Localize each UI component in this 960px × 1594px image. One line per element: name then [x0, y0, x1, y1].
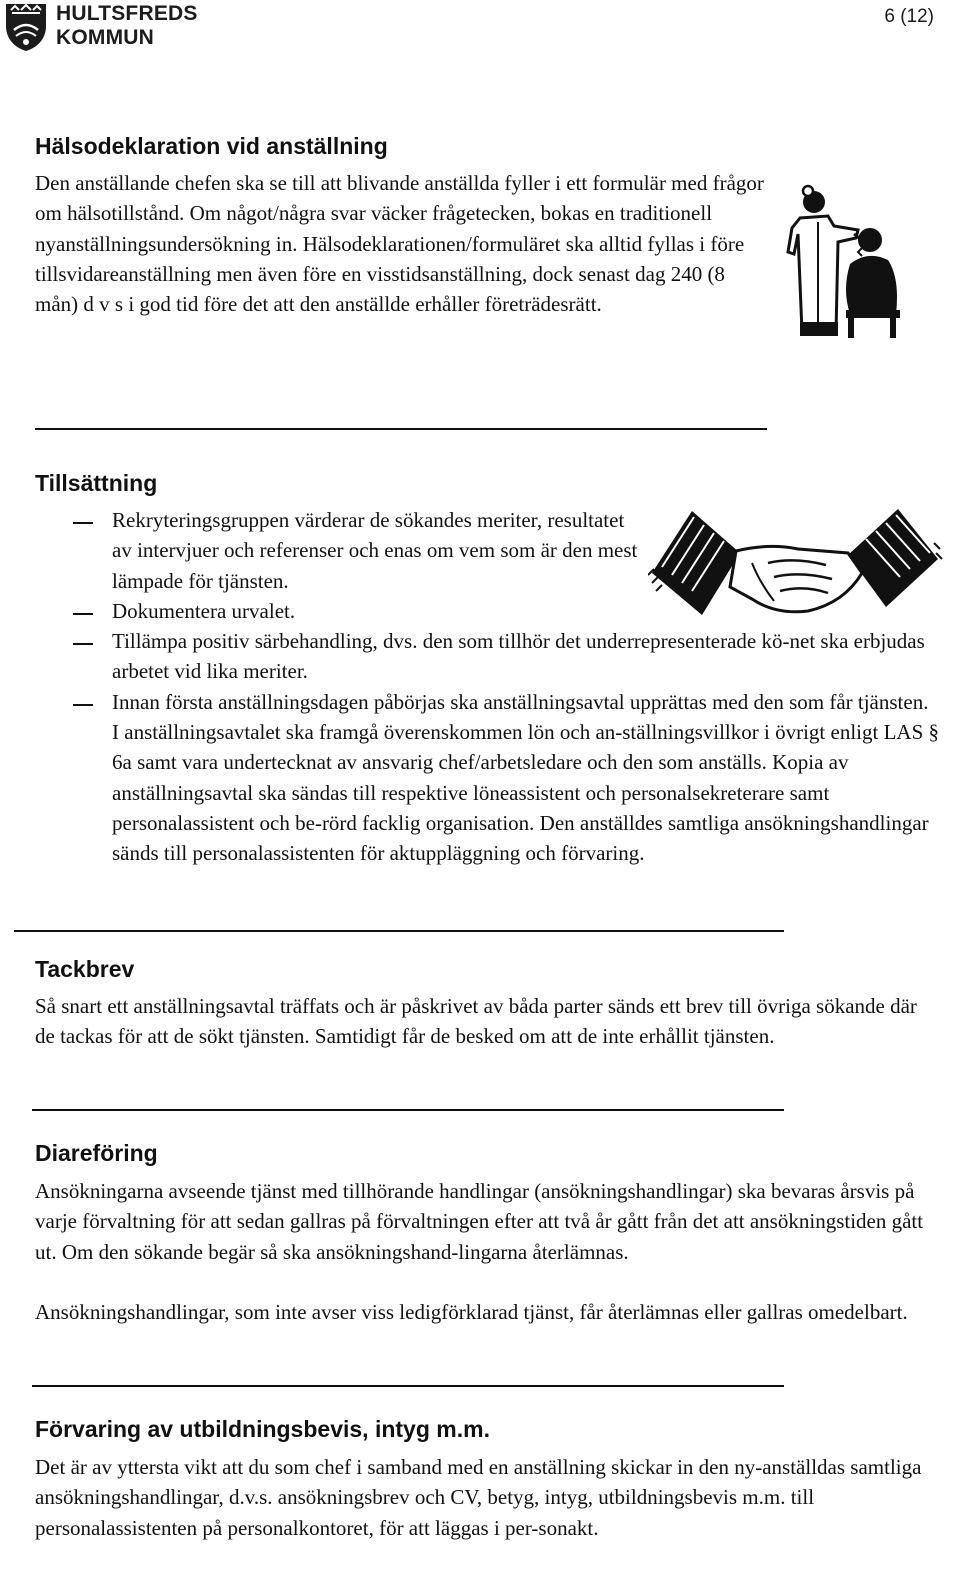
logo-line-1: HULTSFREDS	[56, 2, 198, 25]
list-item: Rekryteringsgruppen värderar de sökandes meriter, resultatet av intervjuer och referenser och enas om vem som är den mest lämpade för tjänsten.	[0, 505, 640, 596]
section-title-halsodeklaration: Hälsodeklaration vid anställning	[35, 133, 388, 159]
halsodeklaration-body: Den anställande chefen ska se till att blivande anställda fyller i ett formulär med frågor om hälsotillstånd. Om något/några svar väcker frågetecken, bokas en traditionell nyanställningsundersökning in. Hälsodeklarationen/formuläret ska alltid fyllas i före tillsvidareanställning men även före en visstidsanställning, dock senast dag 240 (8 mån) d v s i god tid före det att den anställde erhåller företrädesrätt.	[35, 171, 764, 317]
logo-text	[56, 2, 198, 50]
page-number: 6 (12)	[884, 6, 934, 27]
section-title-forvaring: Förvaring av utbildningsbevis, intyg m.m.	[35, 1416, 490, 1442]
divider-4	[32, 1385, 784, 1387]
doctor-examining-patient-icon	[784, 182, 902, 340]
list-item: Tillämpa positiv särbehandling, dvs. den som tillhör det underrepresenterade kö-net ska erbjudas arbetet vid lika meriter.	[0, 626, 940, 687]
section-title-diareforing: Diareföring	[35, 1140, 158, 1166]
list-item: Dokumentera urvalet.	[0, 596, 940, 626]
divider-2	[14, 930, 784, 932]
section-title-tackbrev: Tackbrev	[35, 956, 135, 982]
municipality-logo	[4, 2, 198, 52]
diareforing-body-2: Ansökningshandlingar, som inte avser viss ledigförklarad tjänst, får återlämnas eller gallras omedelbart.	[35, 1300, 908, 1324]
municipal-crest-icon	[4, 2, 48, 52]
forvaring-body: Det är av yttersta vikt att du som chef i samband med en anställning skickar in den ny-anställdas samtliga ansökningshandlingar, d.v.s. ansökningsbrev och CV, betyg, intyg, utbildningsbevis m.m. till personalassistenten på personalkontoret, för att läggas i per-sonakt.	[35, 1455, 922, 1540]
handshake-icon	[648, 503, 944, 621]
divider-3	[32, 1109, 784, 1111]
divider-1	[35, 428, 767, 430]
list-item: Innan första anställningsdagen påbörjas ska anställningsavtal upprättas med den som får tjänsten. I anställningsavtalet ska framgå överenskommen lön och an-ställningsvillkor i övrigt enligt LAS § 6a samt vara undertecknat av ansvarig chef/arbetsledare och den som anställs. Kopia av anställningsavtal ska sändas till respektive löneassistent och personalsekreterare samt personalassistent och be-rörd facklig organisation. Den anställdes samtliga ansökningshandlingar sänds till personalassistenten för aktuppläggning och förvaring.	[0, 687, 940, 869]
logo-line-2: KOMMUN	[56, 26, 155, 49]
tackbrev-body: Så snart ett anställningsavtal träffats och är påskrivet av båda parter sänds ett brev till övriga sökande där de tackas för att de sökt tjänsten. Samtidigt får de besked om att de inte erhållit tjänsten.	[35, 994, 917, 1049]
section-title-tillsattning: Tillsättning	[35, 470, 158, 496]
diareforing-body-1: Ansökningarna avseende tjänst med tillhörande handlingar (ansökningshandlingar) ska bevaras årsvis på varje förvaltning för att sedan gallras på förvaltningen efter att två år gått från det att ansökningstiden gått ut. Om den sökande begär så ska ansökningshand-lingarna återlämnas.	[35, 1179, 924, 1264]
